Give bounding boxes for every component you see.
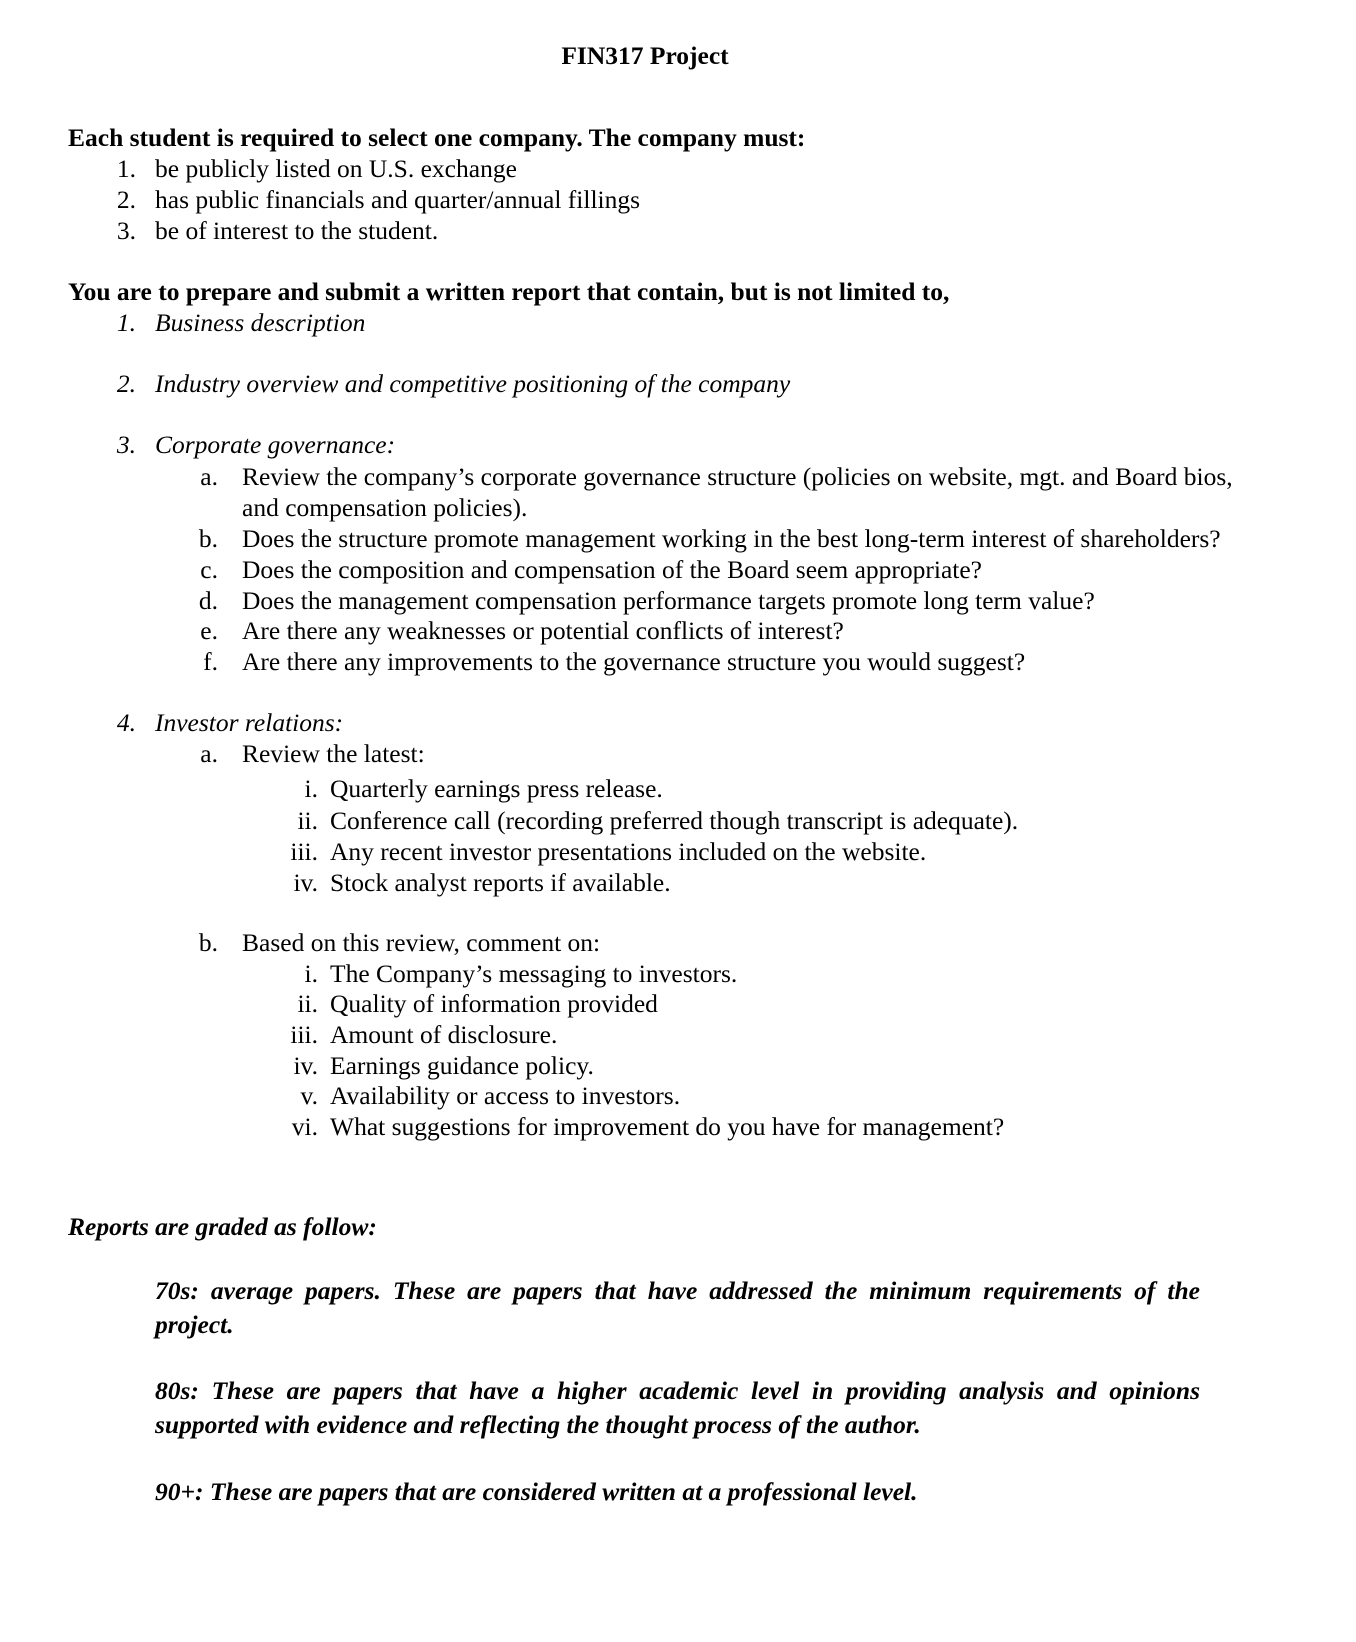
item-marker: a. (200, 739, 218, 768)
list-marker: 1. (116, 154, 136, 183)
item-marker: d. (198, 586, 218, 615)
section-marker: 4. (116, 708, 136, 737)
grade-level-70s: 70s: average papers. These are papers that have addressed the minimum requirements of the project. (155, 1276, 1200, 1339)
sub-marker: iii. (290, 1020, 318, 1049)
item-marker: b. (198, 928, 218, 957)
list-item: Based on this review, comment on: (242, 928, 601, 957)
section-title: Investor relations: (155, 708, 344, 737)
sub-marker: vi. (291, 1112, 318, 1141)
list-item: Review the latest: (242, 739, 425, 768)
list-marker: 3. (116, 216, 136, 245)
list-item: has public financials and quarter/annual fillings (155, 185, 641, 214)
sub-marker: iii. (290, 837, 318, 866)
selection-heading: Each student is required to select one company. The company must: (68, 123, 806, 152)
item-marker: f. (203, 647, 218, 676)
sub-marker: iv. (293, 1051, 318, 1080)
sub-item: What suggestions for improvement do you have for management? (330, 1112, 1005, 1141)
sub-marker: ii. (297, 989, 318, 1018)
grading-heading: Reports are graded as follow: (68, 1212, 377, 1241)
section-title: Industry overview and competitive positioning of the company (155, 369, 791, 398)
grade-level-80s: 80s: These are papers that have a higher academic level in providing analysis and opinions supported with evidence and reflecting the thought process of the author. (155, 1376, 1200, 1439)
sub-marker: v. (300, 1081, 318, 1110)
section-marker: 2. (116, 369, 136, 398)
list-item: Are there any weaknesses or potential conflicts of interest? (242, 616, 844, 645)
sub-marker: i. (304, 774, 318, 803)
item-marker: a. (200, 462, 218, 491)
list-marker: 2. (116, 185, 136, 214)
item-marker: b. (198, 524, 218, 553)
sub-item: The Company’s messaging to investors. (330, 959, 738, 988)
sub-item: Availability or access to investors. (330, 1081, 681, 1110)
item-marker: c. (200, 555, 218, 584)
sub-marker: iv. (293, 868, 318, 897)
sub-marker: i. (304, 959, 318, 988)
sub-item: Quarterly earnings press release. (330, 774, 663, 803)
sub-item: Conference call (recording preferred though transcript is adequate). (330, 806, 1019, 835)
sub-item: Amount of disclosure. (330, 1020, 558, 1049)
sub-item: Stock analyst reports if available. (330, 868, 671, 897)
section-title: Corporate governance: (155, 430, 396, 459)
list-item: and compensation policies). (242, 493, 528, 522)
sub-item: Quality of information provided (330, 989, 658, 1018)
section-title: Business description (155, 308, 366, 337)
sub-item: Any recent investor presentations included on the website. (330, 837, 927, 866)
item-marker: e. (200, 616, 218, 645)
list-item: Are there any improvements to the governance structure you would suggest? (242, 647, 1026, 676)
list-item: be of interest to the student. (155, 216, 439, 245)
list-item: Does the structure promote management working in the best long-term interest of shareholders? (242, 524, 1221, 553)
section-marker: 1. (116, 308, 136, 337)
list-item: be publicly listed on U.S. exchange (155, 154, 517, 183)
sub-marker: ii. (297, 806, 318, 835)
grade-level-90s: 90+: These are papers that are considered written at a professional level. (155, 1477, 918, 1506)
page-title: FIN317 Project (561, 41, 729, 70)
sub-item: Earnings guidance policy. (330, 1051, 594, 1080)
list-item: Review the company’s corporate governance structure (policies on website, mgt. and Board bios, (242, 462, 1233, 491)
list-item: Does the composition and compensation of the Board seem appropriate? (242, 555, 982, 584)
report-heading: You are to prepare and submit a written report that contain, but is not limited to, (68, 277, 950, 306)
section-marker: 3. (116, 430, 136, 459)
list-item: Does the management compensation performance targets promote long term value? (242, 586, 1095, 615)
